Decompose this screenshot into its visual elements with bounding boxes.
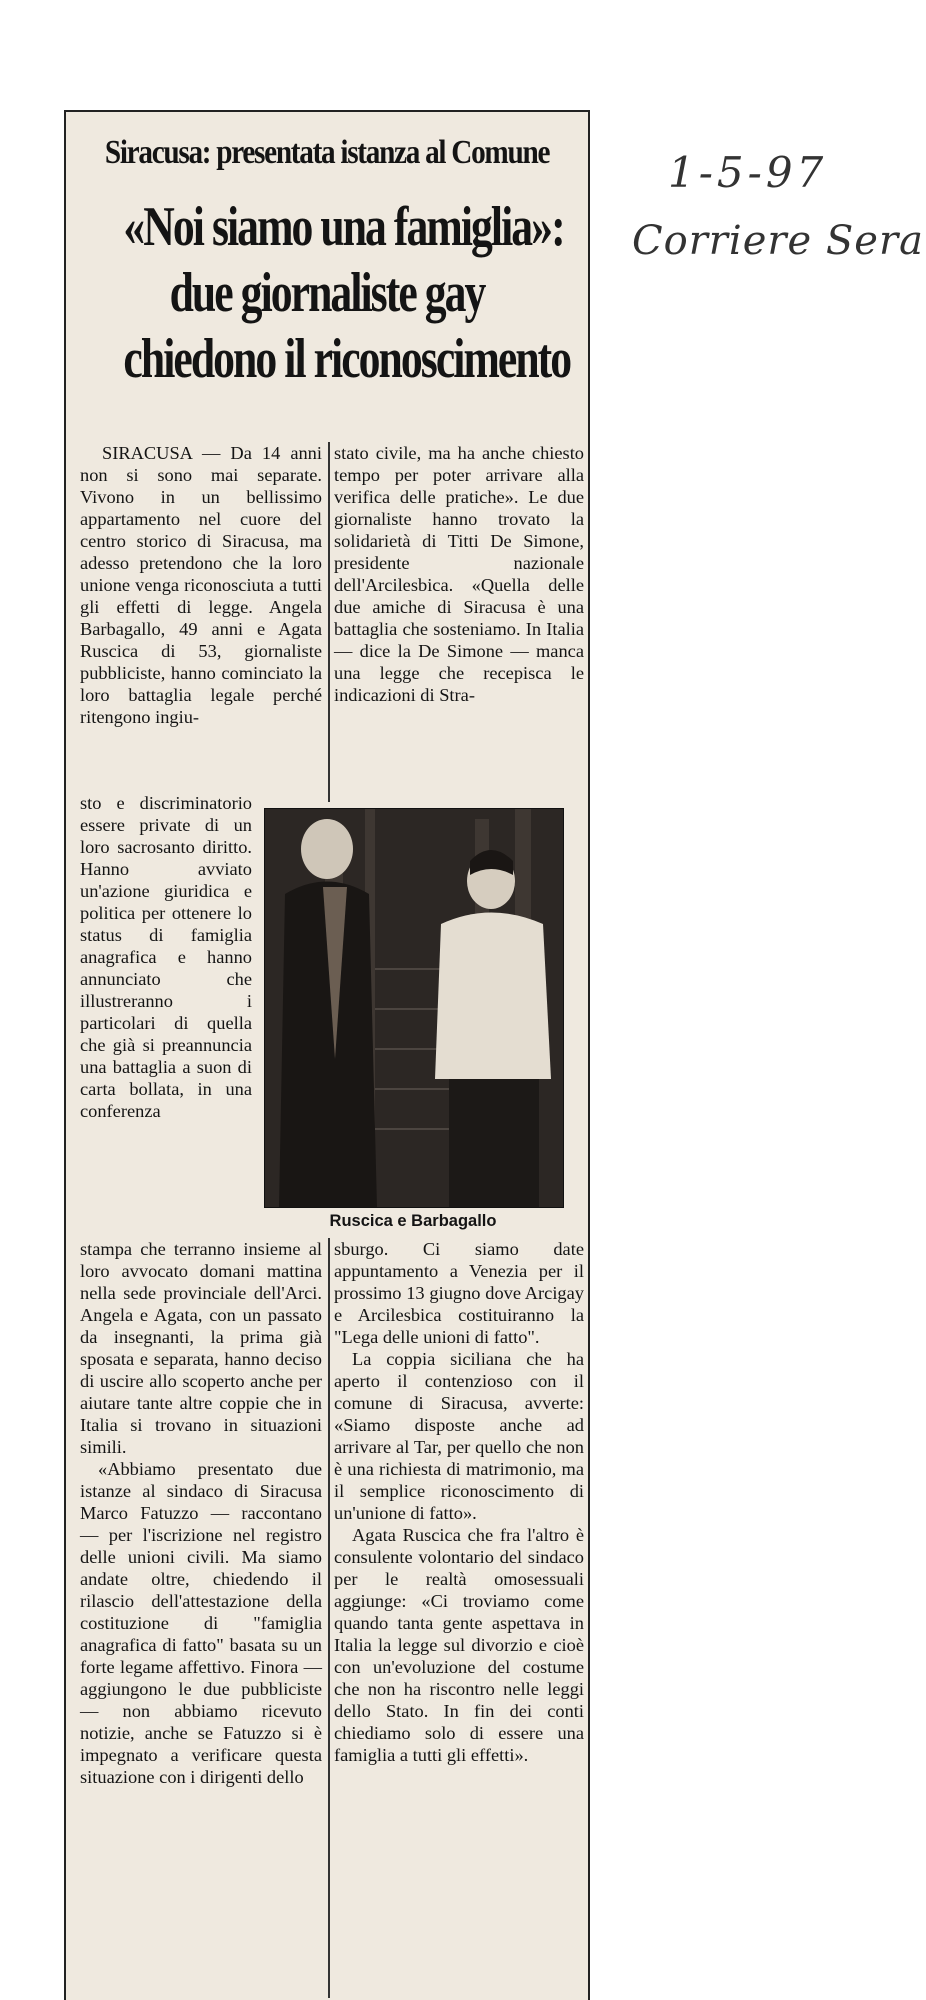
article-headline [123,194,571,392]
paragraph: La coppia siciliana che ha aperto il contenzioso con il comune di Siracusa, avverte: «Siamo disposte anche ad arrivare al Tar, per quello che non è una richiesta di matrimonio, ma il semplice riconoscimento di un'unione di fatto». [334,1349,584,1523]
article-column-left-top [80,442,322,728]
paragraph: stato civile, ma ha anche chiesto tempo per poter arrivare alla verifica delle pratiche». Le due giornaliste hanno trovato la solidarietà di Titti De Simone, presidente nazionale dell'Arcilesbica. «Quella delle due amiche di Siracusa è una battaglia che sosteniamo. In Italia — dice la De Simone — manca una legge che recepisca le indicazioni di Stra- [334,443,584,705]
paragraph: Agata Ruscica che fra l'altro è consulente volontario del sindaco per le realtà omosessuali aggiunge: «Ci troviamo come quando tanta gente aspettava in Italia la legge sul divorzio e cioè con un'evoluzione del costume che non ha riscontro nelle leggi dello Stato. In fin dei conti chiediamo solo di essere una famiglia a tutti gli effetti». [334,1525,584,1765]
photo-of-two-women [265,809,563,1207]
newspaper-clipping [64,110,590,2000]
handwritten-newspaper-name: Corriere Sera [632,218,924,264]
article-column-right-top [334,442,584,706]
paragraph: sto e discriminatorio essere private di un loro sacrosanto diritto. Hanno avviato un'azione giuridica e politica per ottenere lo status di famiglia anagrafica e hanno annunciato che illustreranno i particolari di quella che già si preannuncia una battaglia a suon di carta bollata, in una conferenza [80,793,252,1121]
article-column-left-bottom [80,1238,322,1788]
photo-caption: Ruscica e Barbagallo [329,1212,497,1230]
headline-line: due giornaliste gay [169,262,485,324]
headline-line: «Noi siamo una famiglia»: [123,196,564,258]
article-photo [264,808,564,1208]
article-column-right-bottom [334,1238,584,1766]
paragraph: stampa che terranno insieme al loro avvocato domani mattina nella sede provinciale dell'Arci. Angela e Agata, con un passato da insegnanti, la prima già sposata e separata, hanno deciso di uscire allo scoperto anche per aiutare tante altre coppie che in Italia si trovano in situazioni simili. [80,1239,322,1457]
column-divider [328,1238,330,1998]
handwritten-date: 1-5-97 [668,148,828,197]
paragraph: «Abbiamo presentato due istanze al sindaco di Siracusa Marco Fatuzzo — raccontano — per l'iscrizione nel registro delle unioni civili. Ma siamo andate oltre, chiedendo il rilascio dell'attestazione della costituzione di "famiglia anagrafica di fatto" basata su un forte legame affettivo. Finora — aggiungono le due pubbliciste — non abbiamo ricevuto notizie, anche se Fatuzzo si è impegnato a verificare questa situazione con i dirigenti dello [80,1459,322,1787]
column-divider [328,442,330,802]
paragraph: SIRACUSA — Da 14 anni non si sono mai separate. Vivono in un bellissimo appartamento nel cuore del centro storico di Siracusa, ma adesso pretendono che la loro unione venga riconosciuta a tutti gli effetti di legge. Angela Barbagallo, 49 anni e Agata Ruscica di 53, giornaliste pubbliciste, hanno cominciato la loro battaglia legale perché ritengono ingiu- [80,443,322,727]
paragraph: sburgo. Ci siamo date appuntamento a Venezia per il prossimo 13 giugno dove Arcigay e Arcilesbica costituiranno la "Lega delle unioni di fatto". [334,1239,584,1347]
article-kicker: Siracusa: presentata istanza al Comune [104,134,550,171]
article-column-left-narrow [80,792,252,1122]
headline-line: chiedono il riconoscimento [123,328,571,390]
